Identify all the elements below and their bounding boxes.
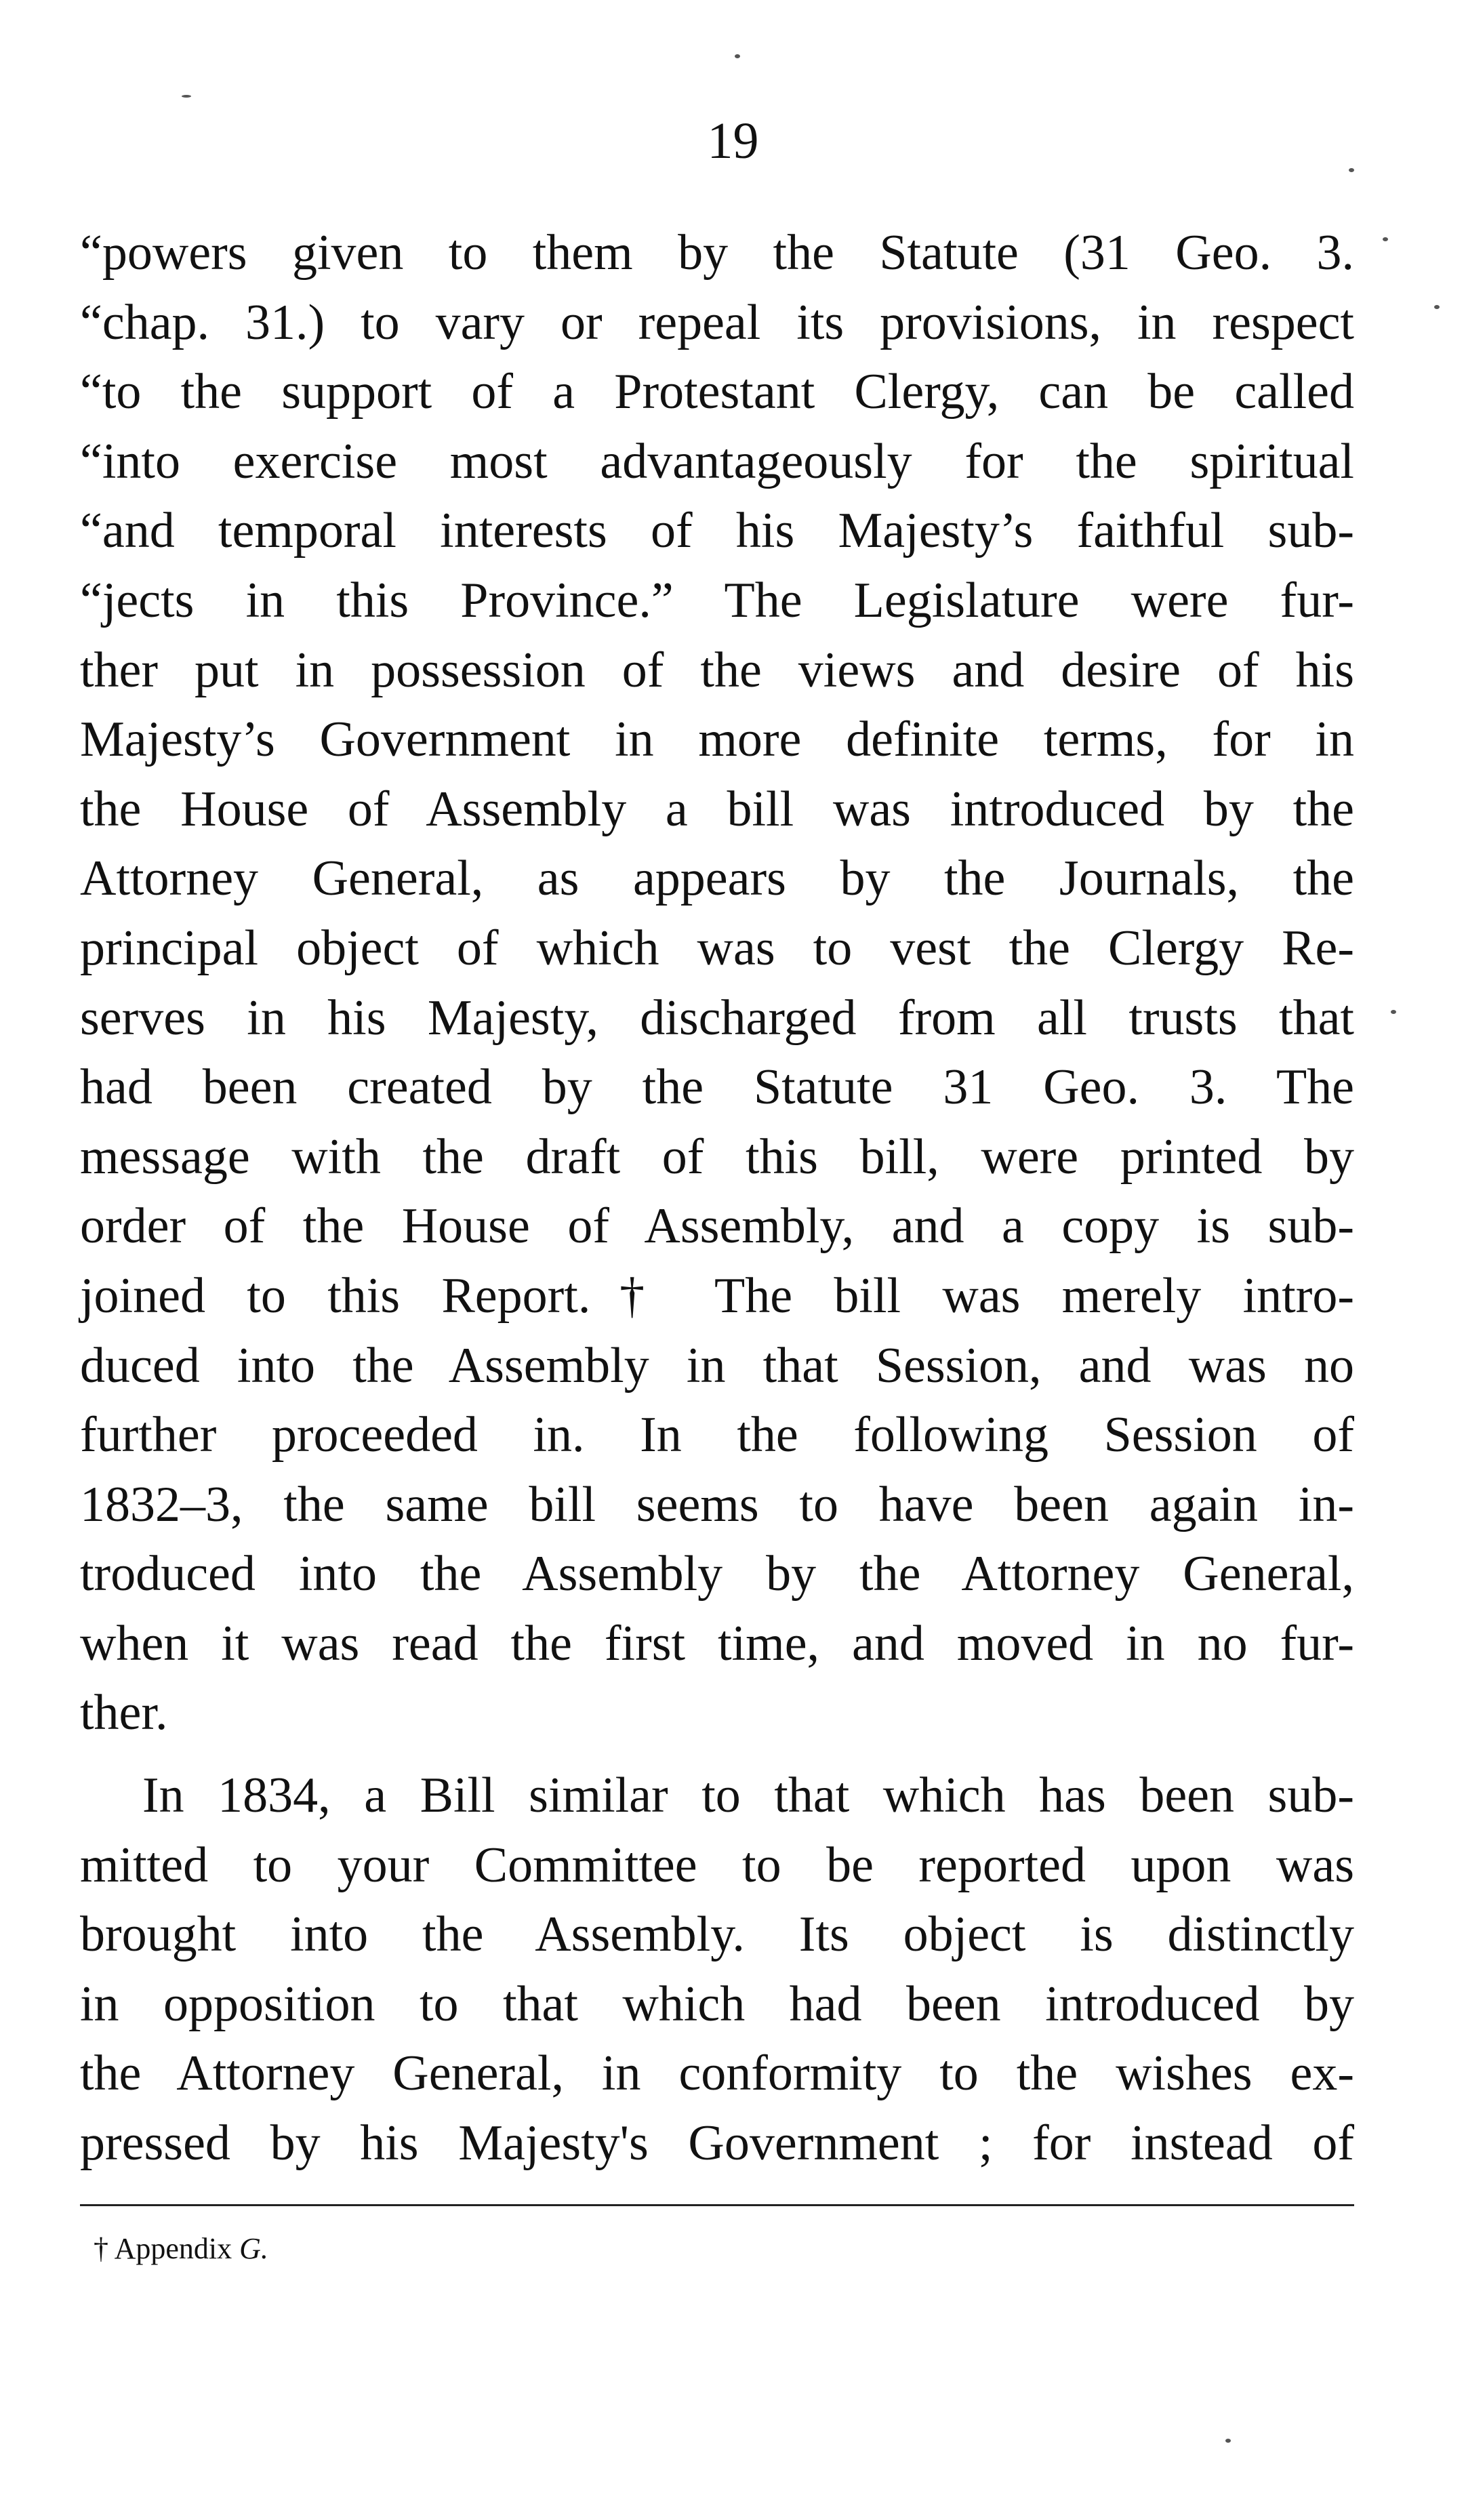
scan-speck xyxy=(1383,237,1388,241)
text-line: principal object of which was to vest the Clergy Re- xyxy=(80,920,1354,976)
scan-speck xyxy=(1434,305,1440,309)
text-line: brought into the Assembly. Its object is distinctly xyxy=(80,1907,1354,1963)
footnote-mark: † xyxy=(94,2232,108,2265)
scan-speck xyxy=(735,54,740,58)
paragraph-1 xyxy=(80,218,1354,1748)
text-line: “chap. 31.) to vary or repeal its provisions, in respect xyxy=(80,294,1354,350)
text-line: when it was read the first time, and moved in no fur- xyxy=(80,1615,1354,1671)
text-line: Majesty’s Government in more definite terms, for in xyxy=(80,712,1354,768)
paragraph-2 xyxy=(80,1761,1354,2178)
footnote-divider xyxy=(80,2204,1354,2206)
text-line: message with the draft of this bill, were printed by xyxy=(80,1129,1354,1185)
text-line: ther put in possession of the views and desire of his xyxy=(80,642,1354,698)
text-line: serves in his Majesty, discharged from all trusts that xyxy=(80,990,1354,1046)
text-line: pressed by his Majesty's Government ; for instead of xyxy=(80,2115,1354,2171)
footnote-text: Appendix xyxy=(114,2232,232,2265)
text-line: order of the House of Assembly, and a copy is sub- xyxy=(80,1198,1354,1255)
scan-speck xyxy=(1391,1010,1396,1014)
text-line: “into exercise most advantageously for the spiritual xyxy=(80,433,1354,489)
page-number: 19 xyxy=(707,113,759,169)
text-line: “powers given to them by the Statute (31 Geo. 3. xyxy=(80,225,1354,281)
text-line: mitted to your Committee to be reported upon was xyxy=(80,1837,1354,1893)
text-line: in opposition to that which had been introduced by xyxy=(80,1976,1354,2032)
text-line: the House of Assembly a bill was introduced by the xyxy=(80,781,1354,837)
scan-speck xyxy=(182,95,191,98)
text-line: In 1834, a Bill similar to that which has been sub- xyxy=(142,1768,1354,1823)
scan-speck xyxy=(1225,2439,1231,2443)
scan-speck xyxy=(1349,168,1354,172)
text-line: Attorney General, as appears by the Journals, the xyxy=(80,851,1354,907)
text-line: joined to this Report.† The bill was merely intro- xyxy=(80,1267,1354,1324)
text-line: 1832–3, the same bill seems to have been again in- xyxy=(80,1476,1354,1532)
text-line: “jects in this Province.” The Legislature were fur- xyxy=(80,572,1354,628)
text-line: ther. xyxy=(80,1685,168,1741)
footnote-reference: G. xyxy=(239,2232,268,2265)
text-line: “and temporal interests of his Majesty’s faithful sub- xyxy=(80,503,1354,559)
text-line: further proceeded in. In the following Session of xyxy=(80,1407,1354,1463)
text-line: “to the support of a Protestant Clergy, can be called xyxy=(80,364,1354,420)
text-line: troduced into the Assembly by the Attorney General, xyxy=(80,1546,1354,1602)
text-line: had been created by the Statute 31 Geo. 3. The xyxy=(80,1059,1354,1116)
text-line: duced into the Assembly in that Session, and was no xyxy=(80,1337,1354,1394)
text-line: the Attorney General, in conformity to the wishes ex- xyxy=(80,2046,1354,2102)
footnote xyxy=(94,2231,268,2267)
